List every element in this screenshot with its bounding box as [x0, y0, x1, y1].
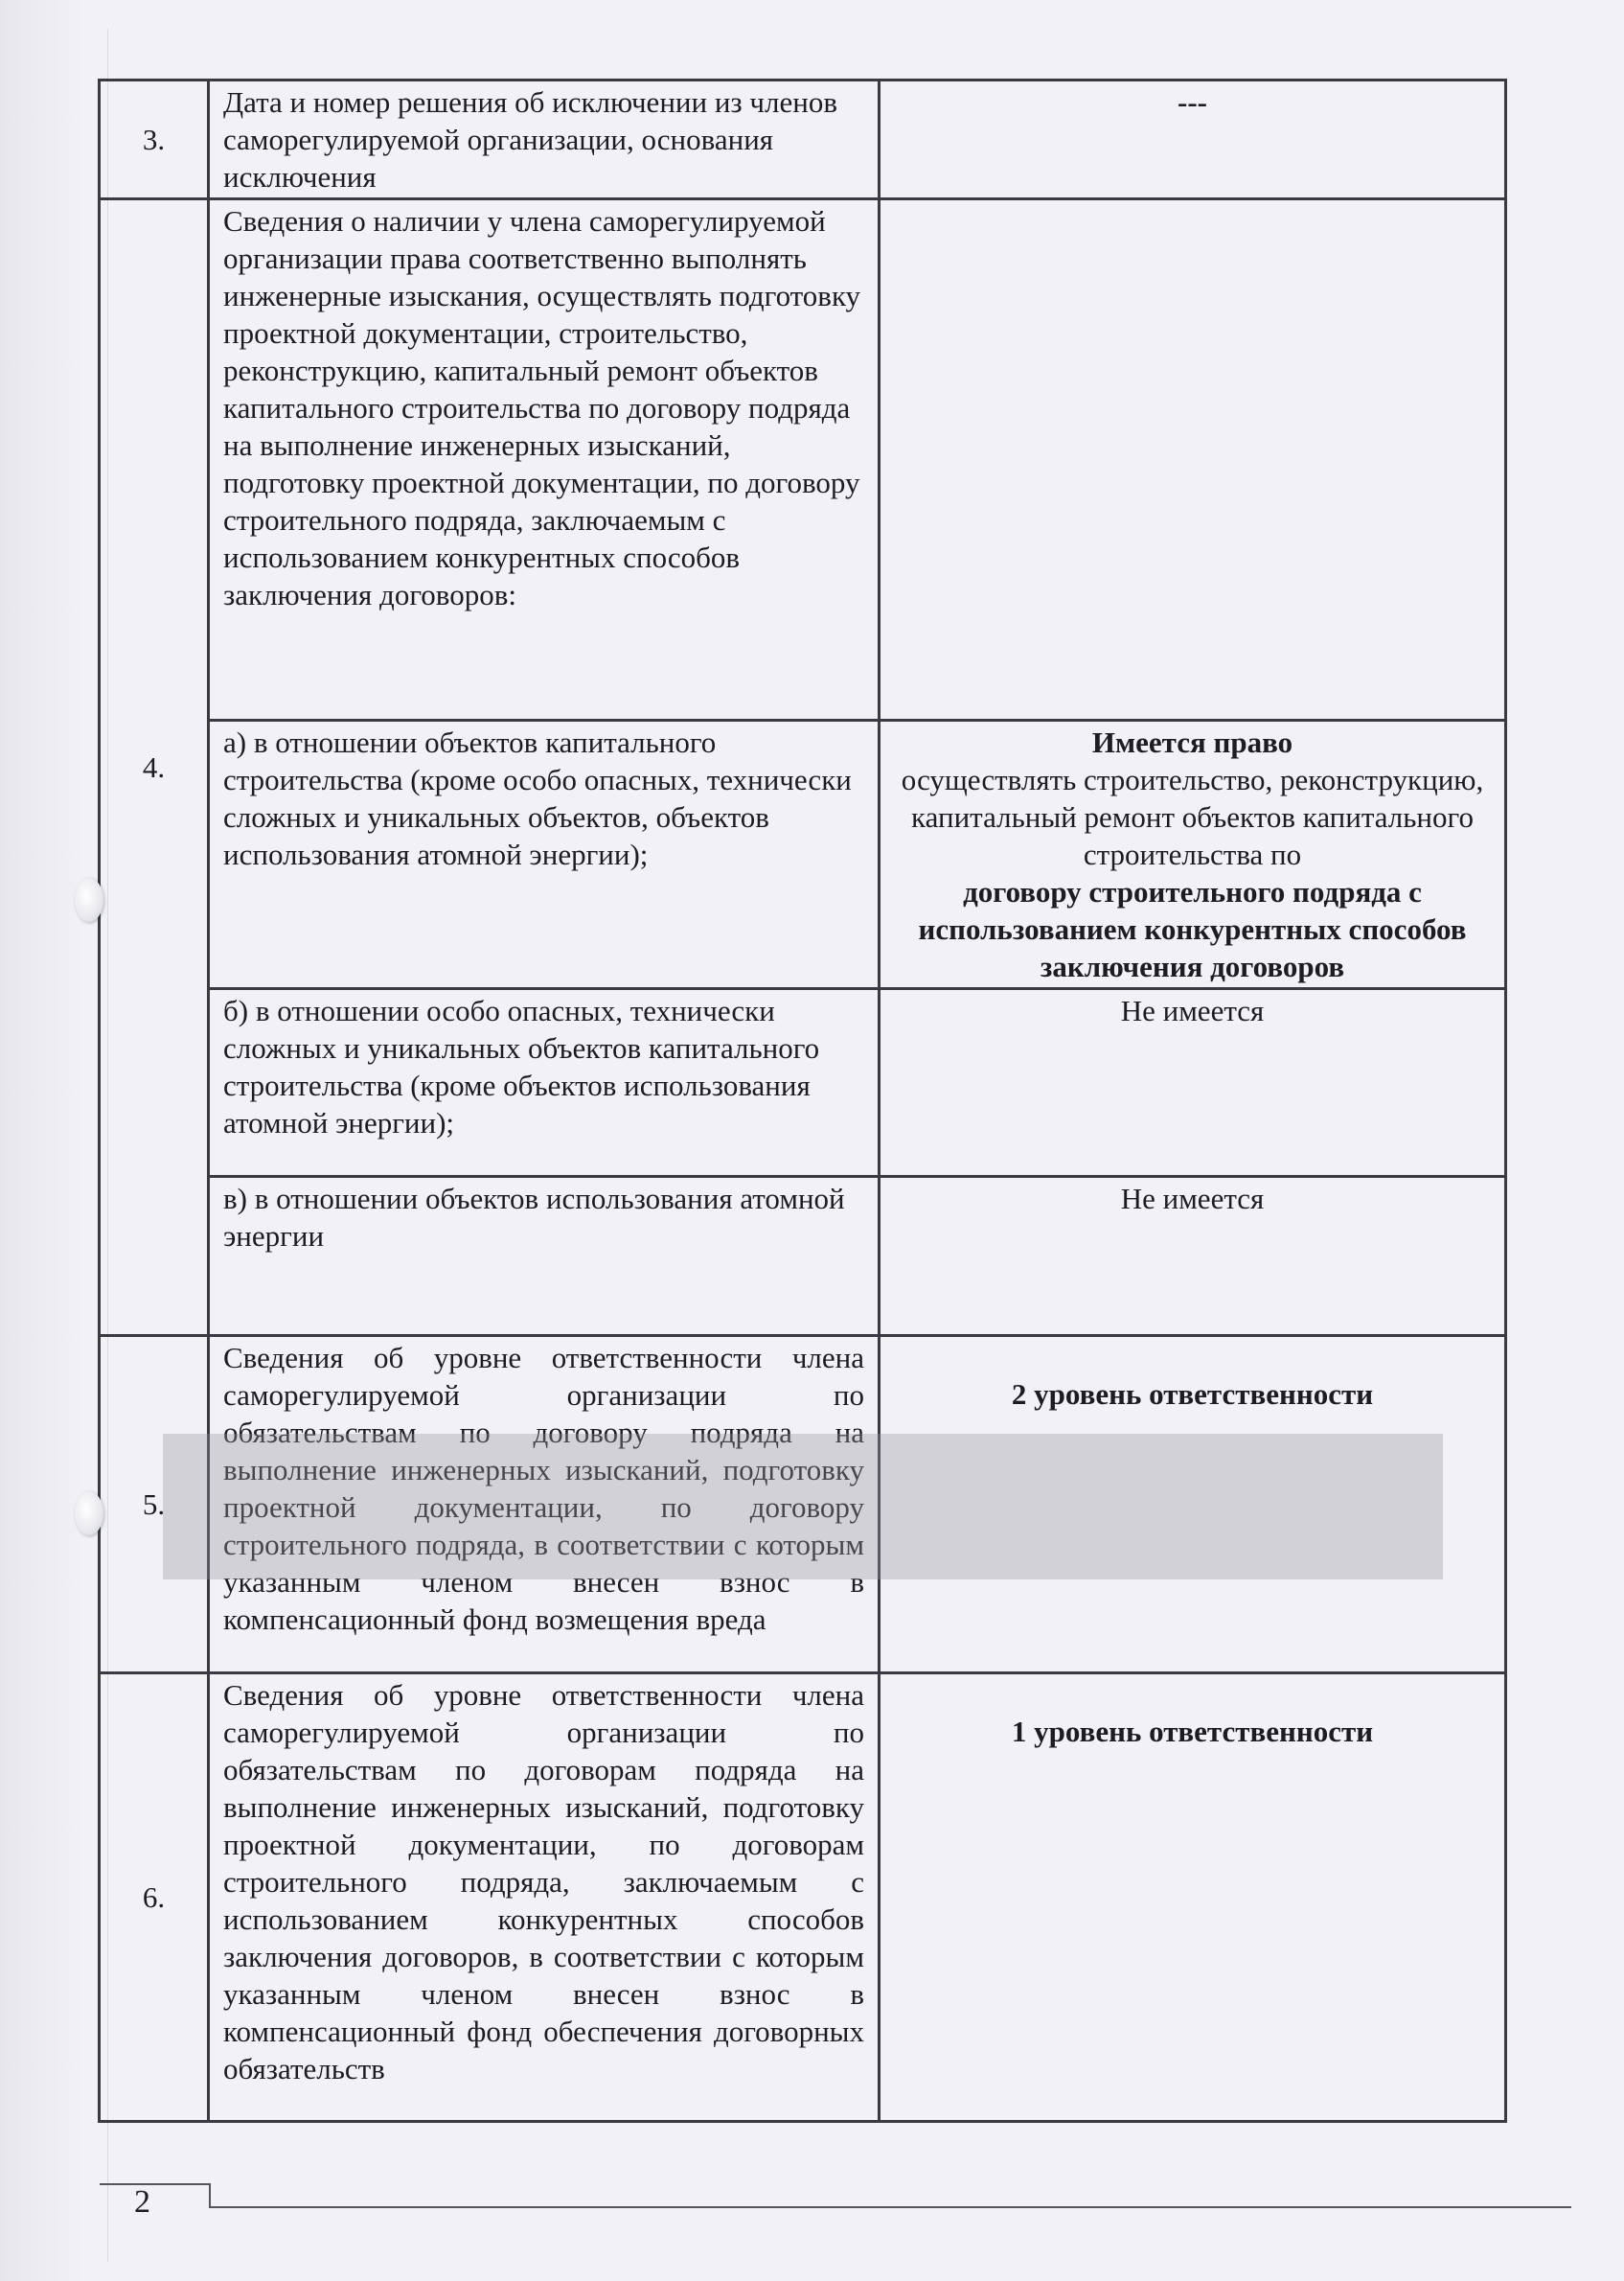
right-exists-heading: Имеется право [1091, 726, 1293, 759]
row-number: 5. [100, 1336, 209, 1673]
row-number: 3. [100, 81, 209, 199]
table-row-4b [100, 989, 1506, 1177]
row-label: Сведения об уровне ответственности члена саморегулируемой организации по обязательствам по договорам подряда на выполнение инженерных изысканий, подготовку проектной документации, по договорам строительного подряда, заключаемым с использованием конкурентных способов заключения договоров, в соответствии с которым указанным членом внесен взнос в компенсационный фонд обеспечения договорных обязательств [209, 1673, 880, 2122]
row-label: Дата и номер решения об исключении из членов саморегулируемой организации, основания исключения [209, 81, 880, 199]
registry-table [98, 79, 1507, 2123]
table-row-4-header [100, 199, 1506, 721]
footer-rule [211, 2206, 1571, 2208]
right-exists-contract: договору строительного подряда с использованием конкурентных способов заключения договоров [918, 875, 1467, 983]
row-value-c: Не имеется [880, 1177, 1506, 1336]
table-row-3 [100, 81, 1506, 199]
footer-tab-side [209, 2183, 211, 2208]
page-number: 2 [134, 2184, 150, 2220]
scan-gray-band [163, 1434, 1443, 1579]
row-label: Сведения об уровне ответственности члена саморегулируемой организации по обязательствам по договору подряда на выполнение инженерных изысканий, подготовку проектной документации, по договору строительного подряда, в соответствии с которым указанным членом внесен взнос в компенсационный фонд возмещения вреда [209, 1336, 880, 1673]
row-number: 4. [100, 199, 209, 1336]
punch-hole-bottom [75, 1491, 103, 1535]
row-value: 2 уровень ответственности [880, 1336, 1506, 1673]
row-label: Сведения о наличии у члена саморегулируемой организации права соответственно выполнять инженерные изыскания, осуществлять подготовку проектной документации, строительство, реконструкцию, капитальный ремонт объектов капитального строительства по договору подряда на выполнение инженерных изысканий, подготовку проектной документации, по договору строительного подряда, заключаемым с использованием конкурентных способов заключения договоров: [209, 199, 880, 721]
row-sublabel-a: а) в отношении объектов капитального строительства (кроме особо опасных, технически сложных и уникальных объектов, объектов использования атомной энергии); [209, 721, 880, 989]
table-row-6 [100, 1673, 1506, 2122]
row-sublabel-b: б) в отношении особо опасных, технически сложных и уникальных объектов капитального строительства (кроме объектов использования атомной энергии); [209, 989, 880, 1177]
row-value-a [880, 721, 1506, 989]
row-number: 6. [100, 1673, 209, 2122]
row-value: 1 уровень ответственности [880, 1673, 1506, 2122]
right-exists-description: осуществлять строительство, реконструкцию, капитальный ремонт объектов капитального строительства по [901, 763, 1484, 871]
table-row-4c [100, 1177, 1506, 1336]
page-left-shadow [0, 0, 86, 2281]
punch-hole-top [75, 878, 103, 922]
row-value: --- [880, 81, 1506, 199]
table-row-4a [100, 721, 1506, 989]
row-value-empty [880, 199, 1506, 721]
row-sublabel-c: в) в отношении объектов использования атомной энергии [209, 1177, 880, 1336]
footer-tab-top [100, 2183, 211, 2185]
row-value-b: Не имеется [880, 989, 1506, 1177]
